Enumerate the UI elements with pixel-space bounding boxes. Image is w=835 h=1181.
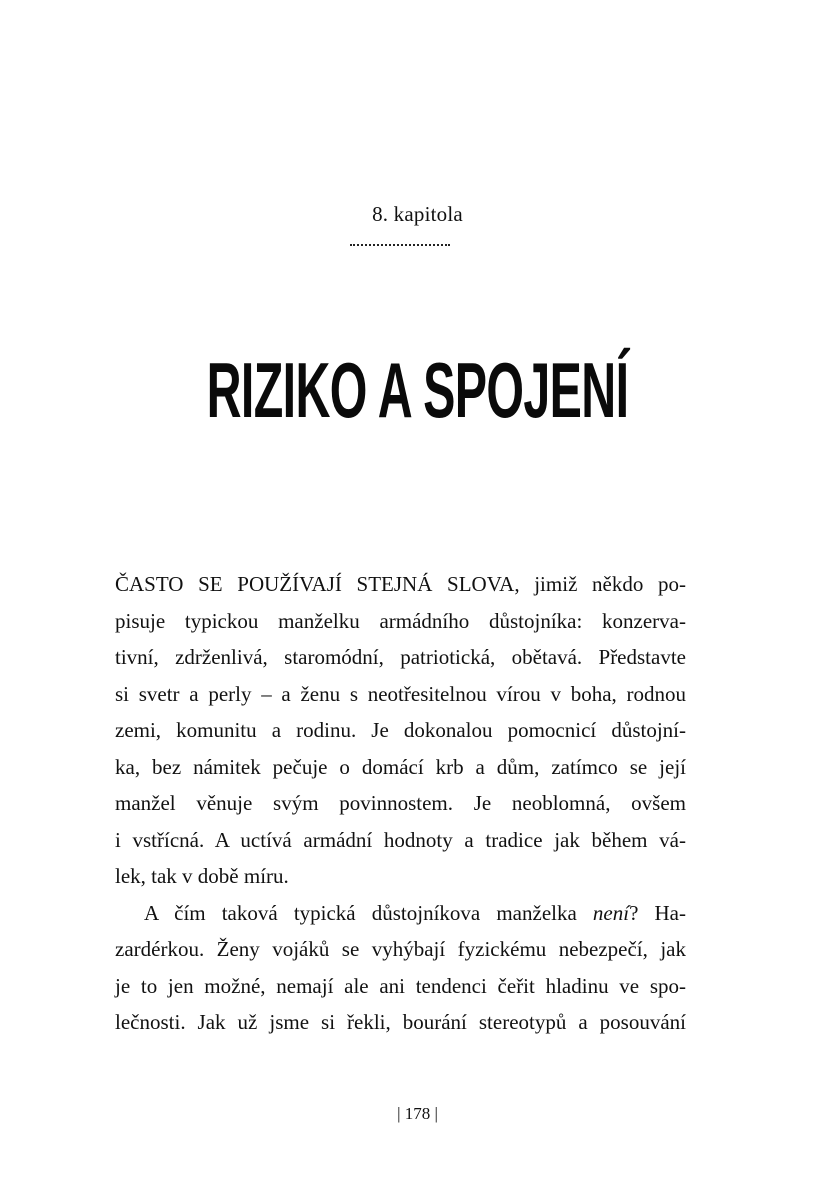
chapter-divider [350, 244, 450, 246]
page-number: | 178 | [397, 1104, 438, 1123]
text-line: i vstřícná. A uctívá armádní hodnoty a tradice jak během vá- [115, 827, 686, 852]
text-line: tivní, zdrženlivá, staromódní, patriotická, obětavá. Představte [115, 645, 686, 669]
text-line: ČASTO SE POUŽÍVAJÍ STEJNÁ SLOVA, jimiž někdo po- [115, 572, 686, 596]
text-line: lečnosti. Jak už jsme si řekli, bourání stereotypů a posouvání [115, 1010, 686, 1034]
chapter-title: RIZIKO A SPOJENÍ [206, 346, 629, 434]
text-line: zardérkou. Ženy vojáků se vyhýbají fyzickému nebezpečí, jak [115, 937, 686, 961]
text-line: manžel věnuje svým povinnostem. Je neoblomná, ovšem [115, 791, 686, 815]
text-line: je to jen možné, nemají ale ani tendenci čeřit hladinu ve spo- [115, 973, 686, 998]
text-fragment: ? Ha- [629, 900, 686, 925]
body-text [115, 566, 686, 1041]
text-fragment: A čím taková typická důstojníkova manželka [144, 900, 593, 925]
text-line: zemi, komunitu a rodinu. Je dokonalou pomocnicí důstojní- [115, 718, 686, 742]
emphasis: není [592, 900, 630, 925]
chapter-label: 8. kapitola [372, 202, 463, 226]
text-line: pisuje typickou manželku armádního důstojníka: konzerva- [115, 608, 686, 633]
text-line: si svetr a perly – a ženu s neotřesitelnou vírou v boha, rodnou [115, 681, 686, 706]
text-line: lek, tak v době míru. [115, 864, 289, 888]
text-line [115, 895, 686, 932]
text-line: ka, bez námitek pečuje o domácí krb a dům, zatímco se její [115, 754, 686, 779]
